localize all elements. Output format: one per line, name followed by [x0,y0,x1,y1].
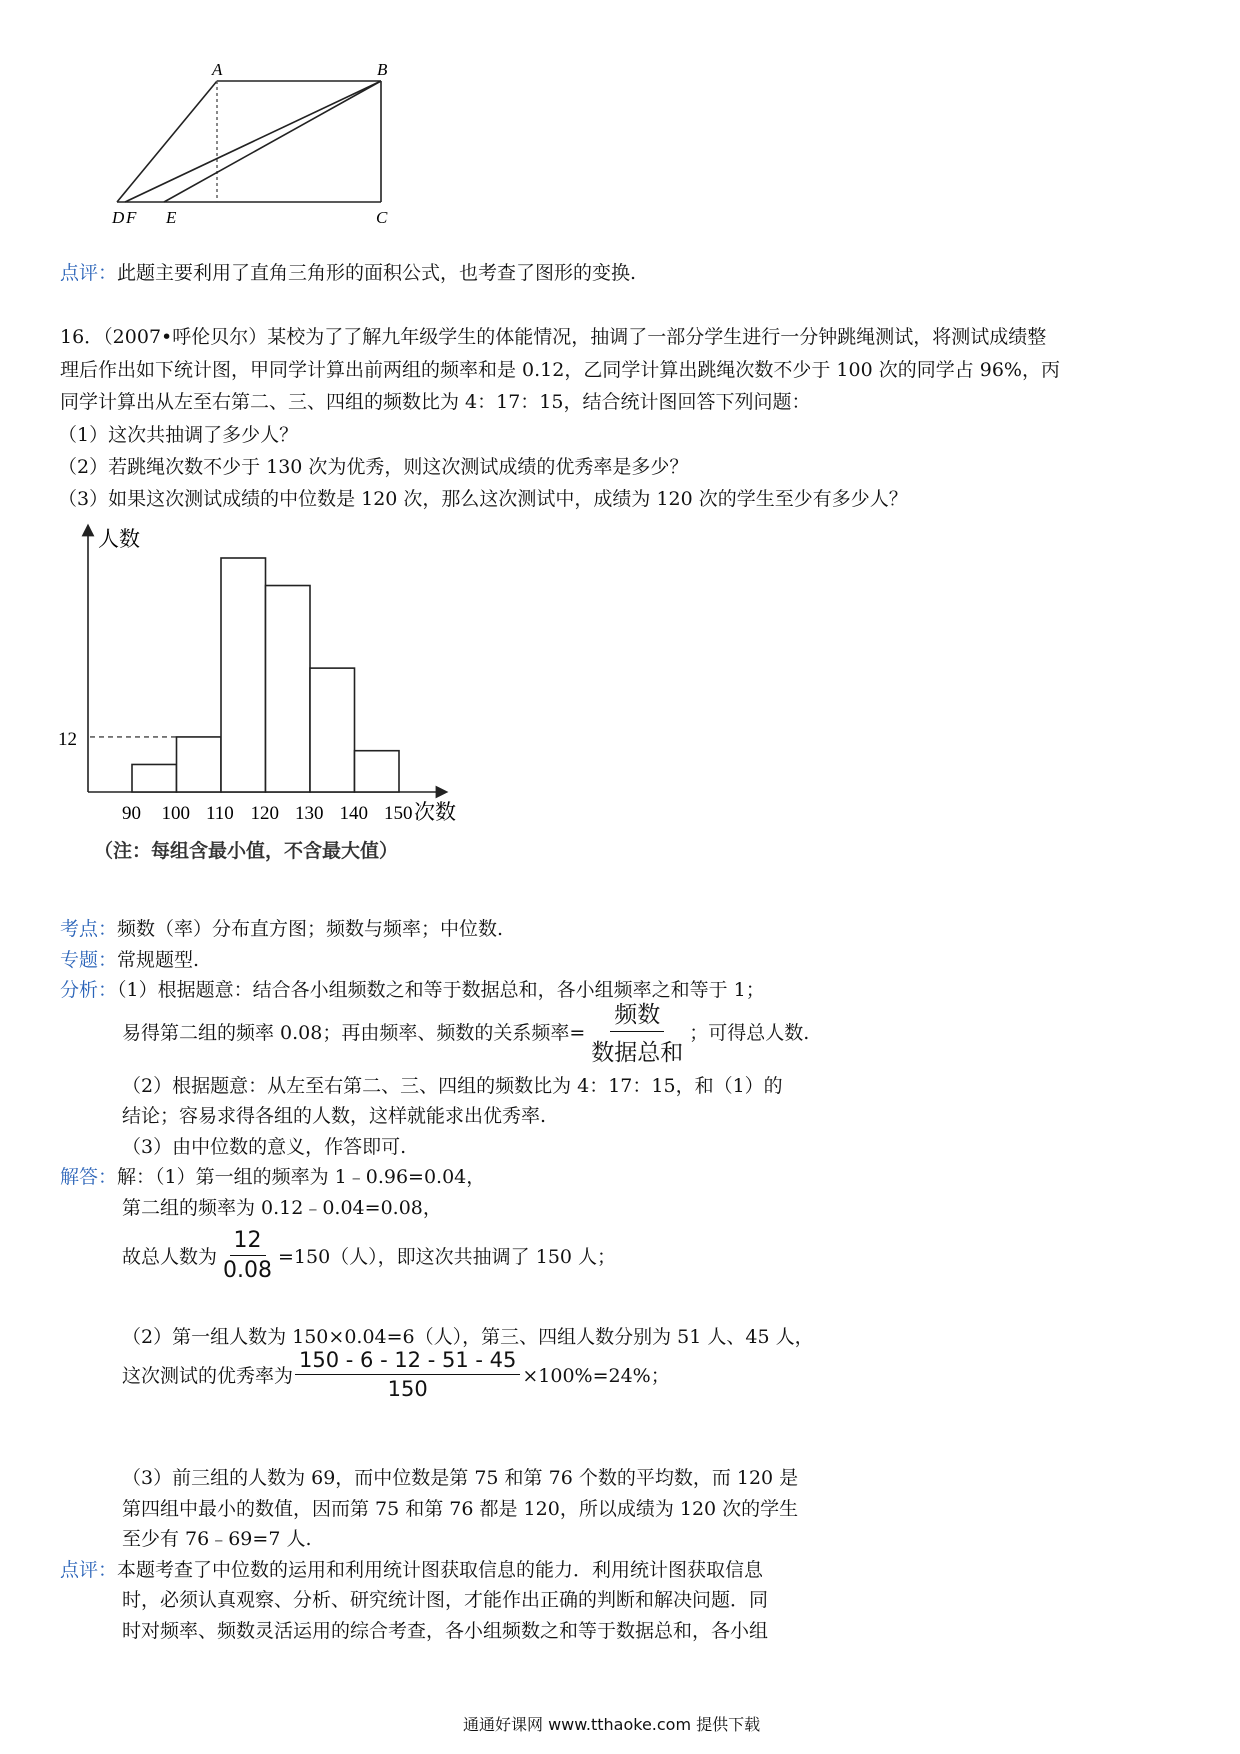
y-tick-label: 12 [58,729,77,750]
fraction-numerator: 12 [230,1228,266,1256]
question-3: （3）如果这次测试成绩的中位数是 120 次，那么这次测试中，成绩为 120 次的学生至少有多少人？ [58,488,908,510]
fenxi-line-3: （2）根据题意：从左至右第二、三、四组的频数比为 4：17：15，和（1）的 [122,1075,783,1097]
x-tick-label-110: 110 [206,803,234,824]
label-B: B [377,60,388,79]
solution-text-5-post: ×100%=24%； [522,1365,670,1387]
x-tick-label-130: 130 [295,803,324,824]
label-F: F [126,208,137,227]
histogram-bar-120-130 [266,586,311,792]
x-tick-label-90: 90 [122,803,141,824]
problem-line-3: 同学计算出从左至右第二、三、四组的频数比为 4：17：15，结合统计图回答下列问题： [60,391,811,413]
comment-2-text-1: 本题考查了中位数的运用和利用统计图获取信息的能力．利用统计图获取信息 [117,1559,764,1581]
fenxi-text-2-post: ；可得总人数. [689,1022,810,1044]
question-2: （2）若跳绳次数不少于 130 次为优秀，则这次测试成绩的优秀率是多少？ [58,456,689,478]
label-C: C [376,208,388,227]
comment-1 [60,258,636,285]
zhuanti-line [60,945,199,972]
solution-line-6: （3）前三组的人数为 69，而中位数是第 75 和第 76 个数的平均数，而 120 是 [122,1467,799,1489]
solution-line-5 [122,1348,670,1401]
x-tick-label-120: 120 [250,803,279,824]
zhuanti-label: 专题： [60,949,118,971]
question-1: （1）这次共抽调了多少人？ [58,424,299,446]
x-tick-label-150: 150 [384,803,413,824]
fenxi-label: 分析： [60,979,118,1001]
histogram-bar-100-110 [177,737,222,792]
solution-line-8: 至少有 76﹣69=7 人. [122,1528,312,1550]
fenxi-line-2 [122,996,809,1067]
kaodian-text: 频数（率）分布直方图；频数与频率；中位数. [117,918,504,940]
x-tick-label-140: 140 [339,803,368,824]
fenxi-line-4: 结论；容易求得各组的人数，这样就能求出优秀率. [122,1105,547,1127]
label-E: E [166,208,177,227]
geometry-figure [100,55,400,255]
fraction-denominator: 150 [387,1377,428,1401]
chart-note: （注：每组含最小值，不含最大值） [94,840,399,862]
y-axis-label: 人数 [98,527,140,551]
solution-line-3 [122,1228,616,1283]
solution-line-7: 第四组中最小的数值，因而第 75 和第 76 都是 120，所以成绩为 120 次的学生 [122,1498,799,1520]
comment-2-line-3: 时对频率、频数灵活运用的综合考查，各小组频数之和等于数据总和，各小组 [122,1620,769,1642]
solution-text-1: 解：（1）第一组的频率为 1﹣0.96=0.04， [117,1166,486,1188]
comment-2-line-2: 时，必须认真观察、分析、研究统计图，才能作出正确的判断和解决问题．同 [122,1589,769,1611]
fraction-denominator: 0.08 [223,1258,272,1283]
kaodian-label: 考点： [60,918,118,940]
comment-2-line-1 [60,1555,763,1582]
rate-fraction [295,1348,520,1401]
x-axis-label: 次数 [414,800,456,824]
comment-1-text: 此题主要利用了直角三角形的面积公式，也考查了图形的变换. [117,262,637,284]
solution-line-2: 第二组的频率为 0.12﹣0.04=0.08， [122,1197,442,1219]
histogram-bar-90-100 [132,764,177,792]
fenxi-line-5: （3）由中位数的意义，作答即可. [122,1136,407,1158]
fenxi-text-1: （1）根据题意：结合各小组频数之和等于数据总和，各小组频率之和等于 1； [117,979,765,1001]
comment-2-label: 点评： [60,1559,118,1581]
fenxi-text-2-pre: 易得第二组的频率 0.08；再由频率、频数的关系频率= [122,1022,586,1044]
page-footer: 通通好课网 www.tthaoke.com 提供下载 [463,1715,761,1734]
comment-1-label: 点评： [60,262,118,284]
fraction-numerator: 频数 [610,996,664,1032]
fraction-denominator: 数据总和 [591,1040,684,1066]
x-tick-label-100: 100 [161,803,190,824]
label-A: A [212,60,223,79]
solution-line-1 [60,1162,485,1189]
histogram-bar-110-120 [221,558,266,792]
solution-text-3-pre: 故总人数为 [122,1246,218,1268]
histogram-chart [40,520,480,840]
histogram-bar-140-150 [355,751,400,792]
kaodian-line [60,914,503,941]
problem-line-1: 16．（2007•呼伦贝尔）某校为了了解九年级学生的体能情况，抽调了一部分学生进行一分钟跳绳测试，将测试成绩整 [60,326,1047,348]
zhuanti-text: 常规题型. [117,949,200,971]
histogram-bar-130-140 [310,668,355,792]
solution-line-4: （2）第一组人数为 150×0.04=6（人），第三、四组人数分别为 51 人、45 人， [122,1326,814,1348]
solution-text-3-post: =150（人），即这次共抽调了 150 人； [278,1246,617,1268]
total-fraction [219,1228,276,1283]
frequency-fraction [587,996,687,1067]
problem-line-2: 理后作出如下统计图，甲同学计算出前两组的频率和是 0.12，乙同学计算出跳绳次数不少于 100 次的同学占 96%，丙 [60,359,1060,381]
fraction-numerator: 150 - 6 - 12 - 51 - 45 [295,1348,520,1375]
solution-text-5-pre: 这次测试的优秀率为 [122,1365,294,1387]
label-D: D [112,208,125,227]
solution-label: 解答： [60,1166,118,1188]
